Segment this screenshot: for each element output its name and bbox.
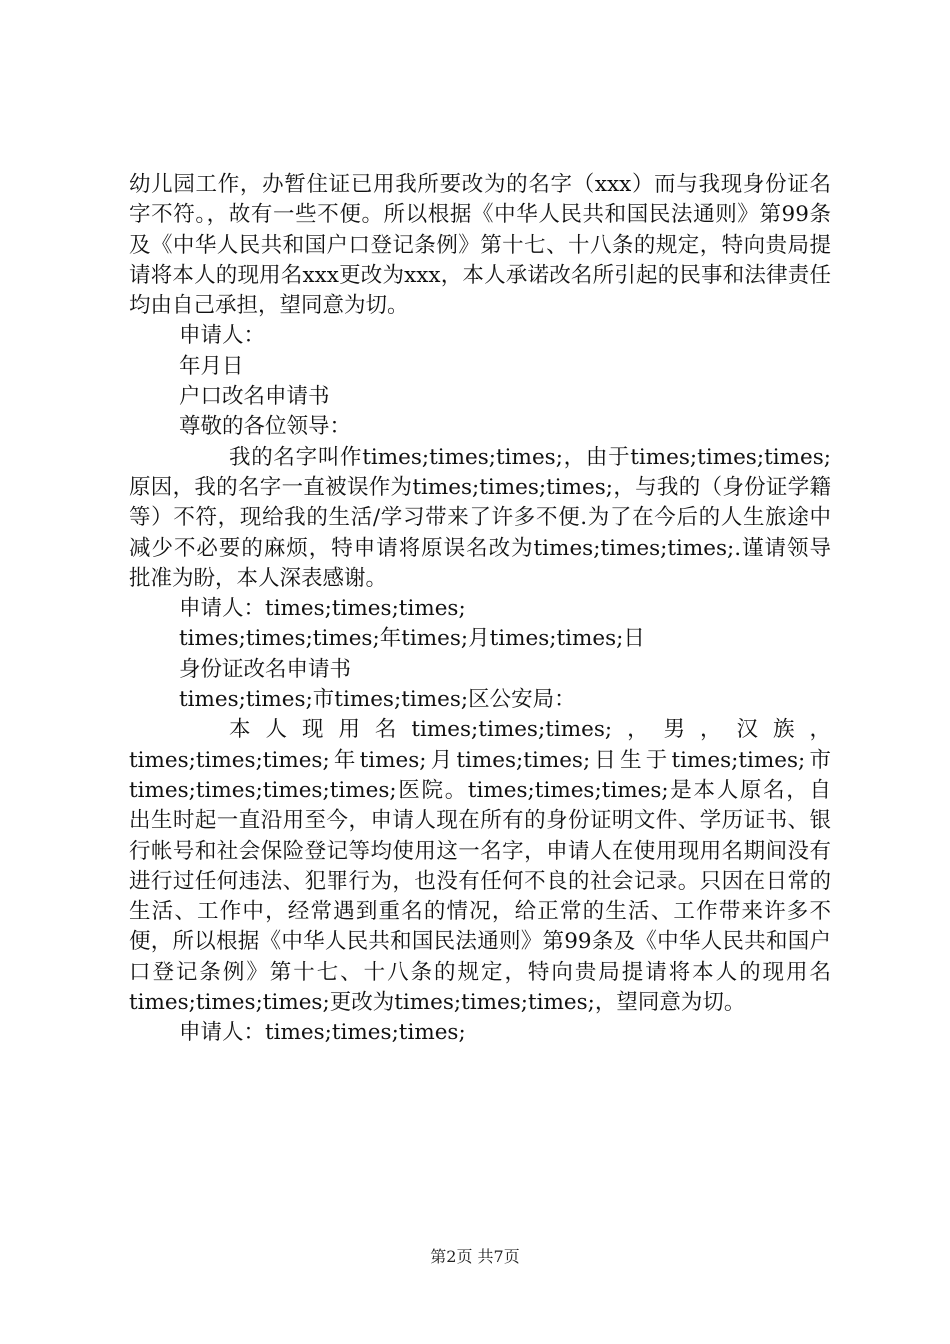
document-body xyxy=(129,170,831,1049)
applicant-line: 申请人： xyxy=(179,323,266,349)
addressee-line: times;times;市times;times;区公安局： xyxy=(179,687,576,713)
date-line: 年月日 xyxy=(179,353,244,379)
applicant-line: 申请人：times;times;times; xyxy=(179,1020,466,1046)
paragraph-name-error: 我的名字叫作times;times;times;，由于times;times;times;原因，我的名字一直被误作为times;times;times;，与我的（身份证学籍等）不符，现给我的生活/学习带来了许多不便.为了在今后的人生旅途中减少不必要的麻烦，特申请将原误名改为times;times;times;.谨请领导批准为盼，本人深表感谢。 xyxy=(129,444,831,591)
paragraph-rename-request: 本人现用名times;times;times;，男，汉族，times;times;times;年times;月times;times;日生于times;times;市times;times;times;times;医院。times;times;times;是本人原名，自出生时起一直沿用至今，申请人现在所有的身份证明文件、学历证书、银行帐号和社会保险登记等均使用这一名字，申请人在使用现用名期间没有进行过任何违法、犯罪行为，也没有任何不良的社会记录。只因在日常的生活、工作中，经常遇到重名的情况，给正常的生活、工作带来许多不便，所以根据《中华人民共和国民法通则》第99条及《中华人民共和国户口登记条例》第十七、十八条的规定，特向贵局提请将本人的现用名times;times;times;更改为times;times;times;，望同意为切。 xyxy=(129,717,831,1016)
page-number: 第2页 xyxy=(430,1247,473,1266)
section-title-hukou: 户口改名申请书 xyxy=(179,384,330,410)
paragraph-intro-continued: 幼儿园工作，办暂住证已用我所要改为的名字（xxx）而与我现身份证名字不符。，故有一些不便。所以根据《中华人民共和国民法通则》第99条及《中华人民共和国户口登记条例》第十七、十八条的规定，特向贵局提请将本人的现用名xxx更改为xxx，本人承诺改名所引起的民事和法律责任均由自己承担，望同意为切。 xyxy=(129,172,831,319)
date-line: times;times;times;年times;月times;times;日 xyxy=(179,626,645,652)
salutation-line: 尊敬的各位领导： xyxy=(179,414,352,440)
page-footer xyxy=(0,1244,950,1267)
page-total: 共7页 xyxy=(477,1247,520,1266)
applicant-line: 申请人：times;times;times; xyxy=(179,596,466,622)
section-title-id-card: 身份证改名申请书 xyxy=(179,656,352,682)
